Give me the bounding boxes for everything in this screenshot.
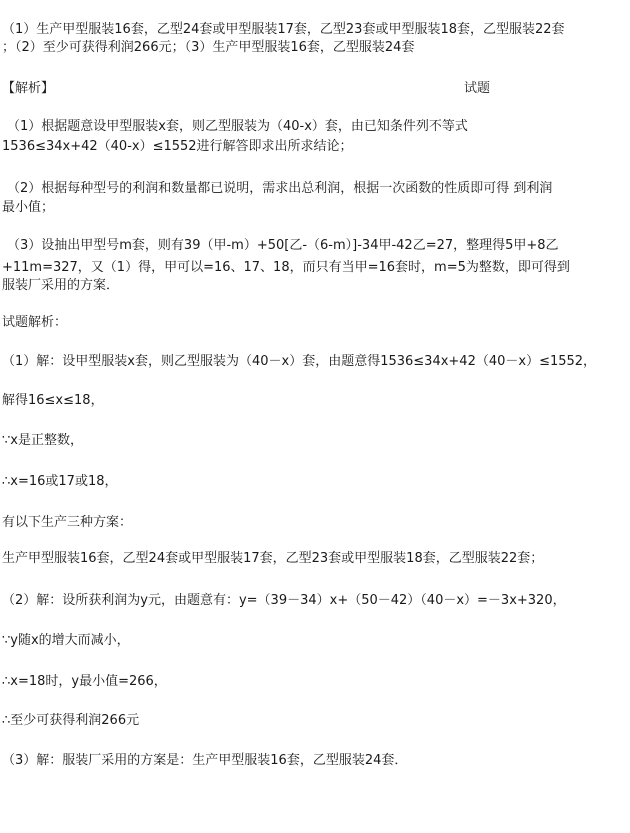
analysis-p2-line1: （2）根据每种型号的利润和数量都已说明，需求出总利润，根据一次函数的性质即可得 到利润 (7, 181, 553, 196)
analysis-p1-line1: （1）根据题意设甲型服装x套，则乙型服装为（40-x）套，由已知条件列不等式 (7, 119, 468, 134)
solution-step-2: 解得16≤x≤18， (2, 393, 104, 408)
analysis-p2-line2: 最小值； (2, 200, 55, 215)
answer-line-1: （1）生产甲型服装16套，乙型24套或甲型服装17套，乙型23套或甲型服装18套，乙型服装22套 (2, 22, 565, 37)
solution-step-4: ∴x=16或17或18， (2, 474, 118, 489)
solution-step-11: （3）解：服装厂采用的方案是：生产甲型服装16套，乙型服装24套． (2, 753, 408, 768)
solution-step-3: ∵x是正整数， (2, 433, 83, 448)
answer-line-2: ；（2）至少可获得利润266元；（3）生产甲型服装16套，乙型服装24套 (2, 40, 415, 55)
solution-step-10: ∴至少可获得利润266元 (2, 713, 140, 728)
solution-step-8: ∵y随x的增大而减小， (2, 633, 130, 648)
solution-step-9: ∴x=18时，y最小值=266， (2, 674, 167, 689)
analysis-p3-line2: +11m=327，又（1）得，甲可以=16、17、18，而只有当甲=16套时，m=5为整数，即可得到 (2, 260, 570, 275)
solution-step-7: （2）解：设所获利润为y元，由题意有：y=（39－34）x+（50－42）（40－x）=－3x+320， (2, 593, 566, 608)
question-label: 试题 (464, 81, 491, 96)
analysis-p3-line1: （3）设抽出甲型号m套，则有39（甲-m）+50[乙-（6-m）]-34甲-42乙=27，整理得5甲+8乙 (7, 238, 559, 253)
solution-step-6: 生产甲型服装16套，乙型24套或甲型服装17套，乙型23套或甲型服装18套，乙型服装22套； (2, 551, 544, 566)
solution-step-1: （1）解：设甲型服装x套，则乙型服装为（40－x）套，由题意得1536≤34x+42（40－x）≤1552， (2, 354, 597, 369)
analysis-label: 【解析】 (2, 81, 55, 96)
analysis-p1-line2: 1536≤34x+42（40-x）≤1552进行解答即求出所求结论； (2, 139, 353, 154)
solution-step-5: 有以下生产三种方案： (2, 515, 133, 530)
solution-heading: 试题解析： (2, 315, 68, 330)
analysis-p3-line3: 服装厂采用的方案． (2, 278, 120, 293)
